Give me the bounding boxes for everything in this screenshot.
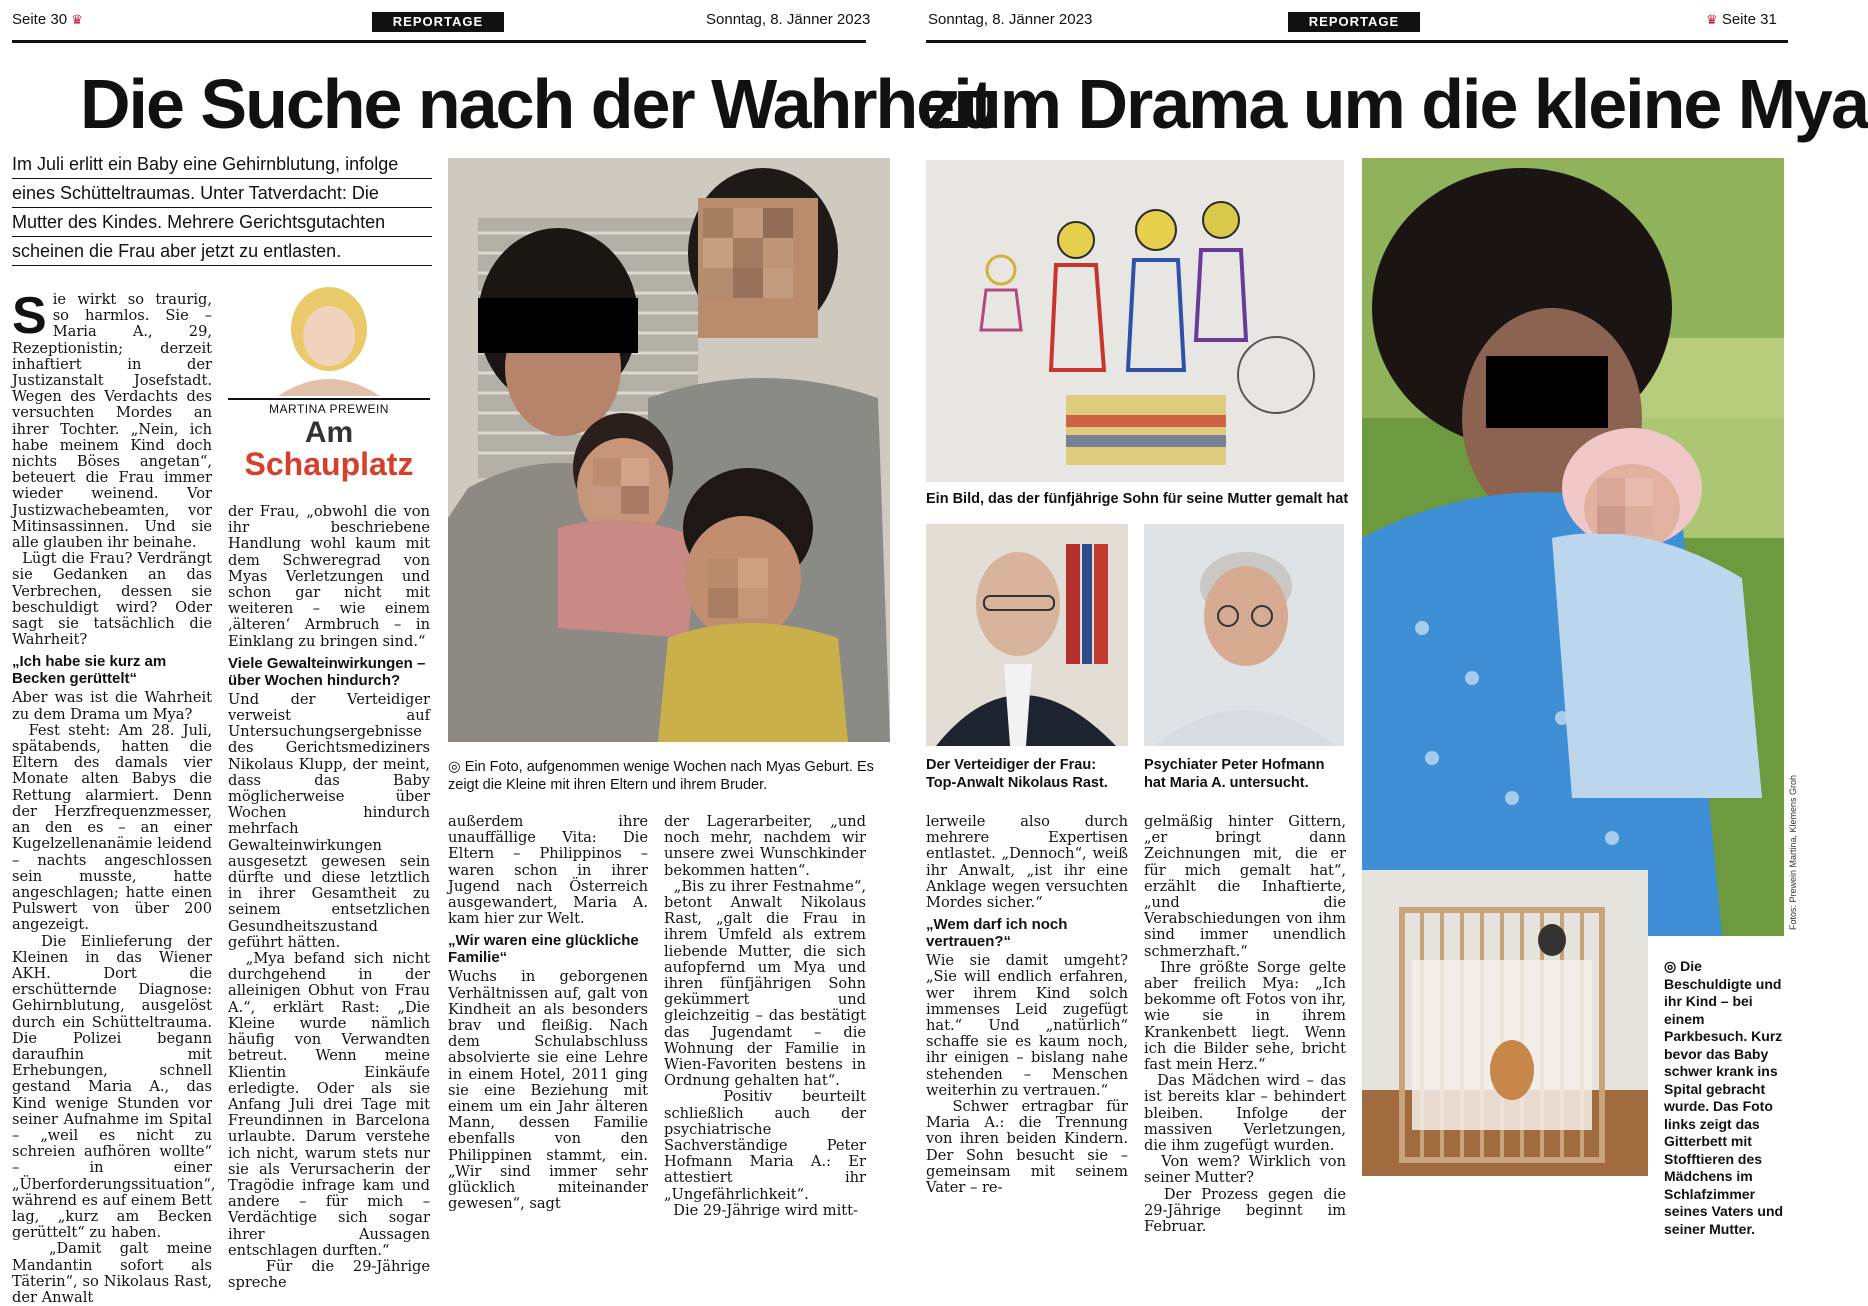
header-rule-left bbox=[12, 40, 866, 43]
article-column-4 bbox=[664, 813, 867, 1219]
lede bbox=[12, 150, 432, 266]
column-title-am: Am bbox=[304, 416, 354, 449]
caption-line: Top-Anwalt Nikolaus Rast. bbox=[926, 775, 1108, 791]
paragraph: Die 29-Jährige wird mitt- bbox=[673, 1201, 858, 1219]
article-column-1 bbox=[12, 287, 216, 1306]
mother-baby-photo bbox=[1362, 158, 1784, 936]
paragraph: Von wem? Wirklich von seiner Mutter? bbox=[1144, 1153, 1346, 1187]
lawyer-portrait-image bbox=[926, 524, 1128, 746]
crown-icon: ♛ bbox=[1706, 12, 1718, 27]
paragraph: Fest steht: Am 28. Juli, spätabends, hatten die Eltern des damals vier Monate alten Babys die Rettung alarmiert. Denn der Herzfrequenzmesser, an den es – an einer Kugelzellenanämie leidend – nachts angeschlossen sein musste, hatte angeschlagen; hatte einen Pulswert von über 200 angezeigt. bbox=[12, 721, 213, 934]
paragraph: der Lagerarbeiter, „und noch mehr, nachdem wir unsere zwei Wunschkinder bekommen hatten“. bbox=[664, 813, 866, 879]
paragraph: ie wirkt so traurig, so harmlos. Sie – Maria A., 29, Rezeptionistin; derzeit inhaftiert in der Justizanstalt Josefstadt. Wegen des Verdachts des versuchten Mordes an ihrer Tochter. „Nein, ich habe meinem Kind doch nichts Böses angetan“, beteuert die Frau immer wieder weinend. Vor Justizwachebeamten, vor Mitinsassinnen. Und sie alle glauben ihr beinahe. bbox=[12, 291, 212, 552]
family-photo-illustration bbox=[448, 158, 890, 742]
page-number-right: ♛ Seite 31 bbox=[1706, 11, 1777, 28]
paragraph: Positiv beurteilt schließlich auch der psychiatrische Sachverständige Peter Hofmann Maria A.: Er attestiert ihr „Ungefährlichkeit“. bbox=[664, 1088, 867, 1203]
paragraph: Aber was ist die Wahrheit zu dem Drama um Mya? bbox=[12, 689, 212, 723]
author-name: MARTINA PREWEIN bbox=[269, 402, 389, 416]
paragraph: „Bis zu ihrer Festnahme“, betont Anwalt Nikolaus Rast, „galt die Frau in ihrem Umfeld als extrem liebende Mutter, die sich aufopfernd um Mya und ihren fünfjährigen Sohn gekümmert und gleichzeitig – das bestätigt das Jugendamt – die Wohnung der Familie in Wien-Favoriten bestens in Ordnung gehalten hat“. bbox=[664, 877, 866, 1090]
lawyer-caption bbox=[926, 756, 1128, 792]
paragraph: Wuchs in geborgenen Verhältnissen auf, galt von Kindheit an als besonders brav und fleißig. Nach dem Schulabschluss absolvierte sie eine Lehre in einem Hotel, 2011 ging sie eine Beziehung mit einem um ein Jahr älteren Mann, dessen Familie ebenfalls von den Philippinen stammt, ein. „Wir sind immer sehr glücklich miteinander gewesen“, sagt bbox=[448, 968, 648, 1213]
paragraph: „Damit galt meine Mandantin sofort als Täterin“, so Nikolaus Rast, der Anwalt bbox=[12, 1240, 212, 1306]
article-column-3 bbox=[448, 813, 648, 1213]
lawyer-portrait bbox=[926, 524, 1128, 746]
paragraph: Und der Verteidiger verweist auf Untersuchungsergebnisse des Gerichtsmediziners Nikolaus Klupp, der meint, dass das Baby möglicherweise über Wochen hindurch mehrfach Gewalteinwirkungen ausgesetzt gewesen sein dürfte und diese letztlich in ihrer Gesamtheit zu seinem entsetzlichen Gesundheitszustand geführt hätten. bbox=[228, 690, 430, 951]
child-drawing-caption: Ein Bild, das der fünfjährige Sohn für seine Mutter gemalt hat bbox=[926, 491, 1349, 507]
article-column-5 bbox=[926, 813, 1128, 1197]
article-column-6 bbox=[1144, 813, 1346, 1236]
date-left: Sonntag, 8. Jänner 2023 bbox=[706, 11, 871, 28]
lede-line: eines Schütteltraumas. Unter Tatverdacht: Die bbox=[12, 179, 432, 208]
author-portrait-image bbox=[228, 284, 430, 396]
paragraph: Schwer ertragbar für Maria A.: die Trennung von ihren beiden Kindern. Der Sohn besucht sie – gemeinsam mit seinem Vater – re- bbox=[926, 1098, 1128, 1197]
caption-line: Der Verteidiger der Frau: bbox=[926, 757, 1097, 773]
crib-photo-image bbox=[1362, 870, 1648, 1176]
psychiatrist-portrait bbox=[1144, 524, 1344, 746]
drop-cap: S bbox=[12, 287, 47, 345]
lede-line: scheinen die Frau aber jetzt zu entlasten. bbox=[12, 237, 432, 266]
article-column-2 bbox=[228, 503, 430, 1292]
psychiatrist-portrait-image bbox=[1144, 524, 1344, 746]
paragraph: der Frau, „obwohl die von ihr beschriebene Handlung wohl kaum mit dem Schweregrad von Myas Verletzungen und schon gar nicht mit weiteren – wie einem ‚älteren‘ Armbruch – in Einklang zu bringen sind.“ bbox=[228, 503, 430, 650]
family-photo bbox=[448, 158, 890, 742]
caption-line: hat Maria A. untersucht. bbox=[1144, 775, 1309, 791]
lede-line: Mutter des Kindes. Mehrere Gerichtsgutachten bbox=[12, 208, 432, 237]
subheading: „Wem darf ich noch vertrauen?“ bbox=[926, 916, 1068, 951]
lede-line: Im Juli erlitt ein Baby eine Gehirnblutung, infolge bbox=[12, 150, 432, 179]
caption-line: Psychiater Peter Hofmann bbox=[1144, 757, 1325, 773]
paragraph: gelmäßig hinter Gittern, „er bringt dann Zeichnungen mit, die er für mich gemalt hat“, erzählt die Inhaftierte, „und die Verabschiedungen von ihm sind immer unendlich schmerzhaft.“ bbox=[1144, 813, 1346, 960]
crib-photo bbox=[1362, 870, 1648, 1176]
paragraph: lerweile also durch mehrere Expertisen entlastet. „Dennoch“, weiß ihr Anwalt, „ist ihr eine Anklage wegen versuchten Mordes sicher.“ bbox=[926, 813, 1128, 912]
paragraph: Der Prozess gegen die 29-Jährige beginnt im Februar. bbox=[1144, 1185, 1346, 1236]
section-kicker-left: REPORTAGE bbox=[372, 12, 504, 32]
child-drawing-image bbox=[926, 160, 1344, 482]
mother-photo-caption: ◎ Die Beschuldigte und ihr Kind – bei einem Parkbesuch. Kurz bevor das Baby schwer krank ins Spital gebracht wurde. Das Foto links zeigt das Gitterbett mit Stofftieren des Mädchens im Schlafzimmer seines Vaters und seiner Mutter. bbox=[1664, 958, 1784, 1237]
subheading: „Ich habe sie kurz am Becken gerüttelt“ bbox=[12, 653, 167, 688]
family-photo-caption: ◎ Ein Foto, aufgenommen wenige Wochen nach Myas Geburt. Es zeigt die Kleine mit ihren Eltern und ihrem Bruder. bbox=[448, 759, 874, 793]
child-drawing-photo bbox=[926, 160, 1344, 482]
header-rule-right bbox=[926, 40, 1788, 43]
psychiatrist-caption bbox=[1144, 756, 1346, 792]
page-number-left: Seite 30 ♛ bbox=[12, 11, 83, 28]
camera-icon: ◎ bbox=[448, 759, 461, 775]
paragraph: Für die 29-Jährige spreche bbox=[228, 1257, 430, 1292]
paragraph: Wie sie damit umgeht? „Sie will endlich erfahren, wer ihrem Kind solch immenses Leid zugefügt hat.“ Und „natürlich“ schaffe sie es kaum noch, ihr einigen – bislang nahe stehenden – Menschen weiterhin zu vertrauen.“ bbox=[926, 952, 1128, 1099]
mother-baby-photo-image bbox=[1362, 158, 1784, 936]
headline-right: zum Drama um die kleine Mya bbox=[926, 65, 1868, 143]
paragraph: Ihre größte Sorge gelte aber freilich Mya: „Ich bekomme oft Fotos von ihr, wie sie in ihrem Krankenbett liegt. Wenn ich die Bilder sehe, bricht fast mein Herz.“ bbox=[1144, 958, 1346, 1074]
photo-credit: Fotos: Prewein Martina, Klemens Groh bbox=[1788, 774, 1798, 930]
paragraph: Das Mädchen wird – das ist bereits klar – behindert bleiben. Infolge der massiven Verletzungen, die ihm zugefügt wurden. bbox=[1144, 1072, 1346, 1155]
crown-icon: ♛ bbox=[71, 12, 83, 27]
date-right: Sonntag, 8. Jänner 2023 bbox=[928, 11, 1093, 28]
column-title-schauplatz: Schauplatz bbox=[244, 446, 414, 482]
author-rule bbox=[228, 398, 430, 400]
paragraph: außerdem ihre unauffällige Vita: Die Eltern – Philippinos – waren schon in ihrer Jugend nach Österreich ausgewandert, Maria A. kam hier zur Welt. bbox=[448, 813, 648, 928]
paragraph: Lügt die Frau? Verdrängt sie Gedanken an das Verbrechen, dessen sie beschuldigt wird? Oder sagt sie tatsächlich die Wahrheit? bbox=[12, 550, 212, 649]
paragraph: Die Einlieferung der Kleinen in das Wiener AKH. Dort die erschütternde Diagnose: Gehirnblutung, ausgelöst durch ein Schütteltrauma. Die Polizei begann daraufhin mit Erhebungen, schnell gestand Maria A., das Kind wenige Stunden vor seiner Aufnahme im Spital – „weil es nicht zu schreien aufhören wollte“ – in einer „Überforderungssituation“, während es auf einem Bett lag, „kurz am Becken gerüttelt“ zu haben. bbox=[12, 932, 216, 1242]
camera-icon: ◎ bbox=[1664, 958, 1677, 974]
subheading: Viele Gewalteinwirkungen – über Wochen hindurch? bbox=[228, 654, 426, 689]
paragraph: „Mya befand sich nicht durchgehend in der alleinigen Obhut von Frau A.“, erklärt Rast: „Die Kleine wurde nämlich häufig von Verwandten betreut. Wenn meine Klientin Einkäufe erledigte. Oder als sie Anfang Juli drei Tage mit Freundinnen in Barcelona urlaubte. Darum verstehe ich nicht, warum stets nur sie als Verursacherin der Tragödie infrage kam und andere – für mich – Verdächtige sich sogar ihrer Aussagen entschlagen durften.“ bbox=[228, 950, 430, 1259]
author-portrait bbox=[228, 284, 430, 396]
section-kicker-right: REPORTAGE bbox=[1288, 12, 1420, 32]
subheading: „Wir waren eine glückliche Familie“ bbox=[448, 932, 639, 967]
headline-left: Die Suche nach der Wahrheit bbox=[80, 65, 992, 143]
